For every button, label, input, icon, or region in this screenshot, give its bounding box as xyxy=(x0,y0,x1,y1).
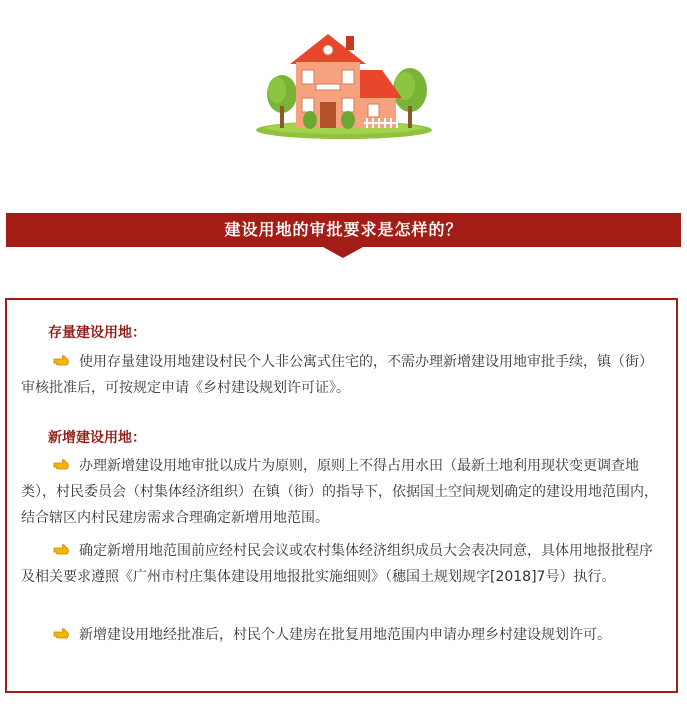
pointing-hand-icon xyxy=(53,539,71,552)
section-heading-new: 新增建设用地： xyxy=(48,430,146,446)
paragraph: 办理新增建设用地审批以成片为原则，原则上不得占用水田（最新土地利用现状变更调查地类），村民委员会（村集体经济组织）在镇（街）的指导下，依据国土空间规划确定的建设用地范围内，结合辖区内村民建房需求合理确定新增用地范围。 xyxy=(21,453,661,531)
pointing-hand-icon xyxy=(53,454,71,467)
title-banner xyxy=(6,213,681,247)
banner-title: 建设用地的审批要求是怎样的？ xyxy=(224,220,463,239)
paragraph: 使用存量建设用地建设村民个人非公寓式住宅的，不需办理新增建设用地审批手续，镇（街）审核批准后，可按规定申请《乡村建设规划许可证》。 xyxy=(21,349,661,401)
house-illustration xyxy=(252,26,436,144)
paragraph: 新增建设用地经批准后，村民个人建房在批复用地范围内申请办理乡村建设规划许可。 xyxy=(21,622,661,648)
banner-pointer xyxy=(323,247,363,258)
paragraph: 确定新增用地范围前应经村民会议或农村集体经济组织成员大会表决同意，具体用地报批程序及相关要求遵照《广州市村庄集体建设用地报批实施细则》（穗国土规划规字[2018]7号）执行。 xyxy=(21,538,661,590)
section-heading-stock: 存量建设用地： xyxy=(48,325,146,341)
pointing-hand-icon xyxy=(53,623,71,636)
pointing-hand-icon xyxy=(53,350,71,363)
